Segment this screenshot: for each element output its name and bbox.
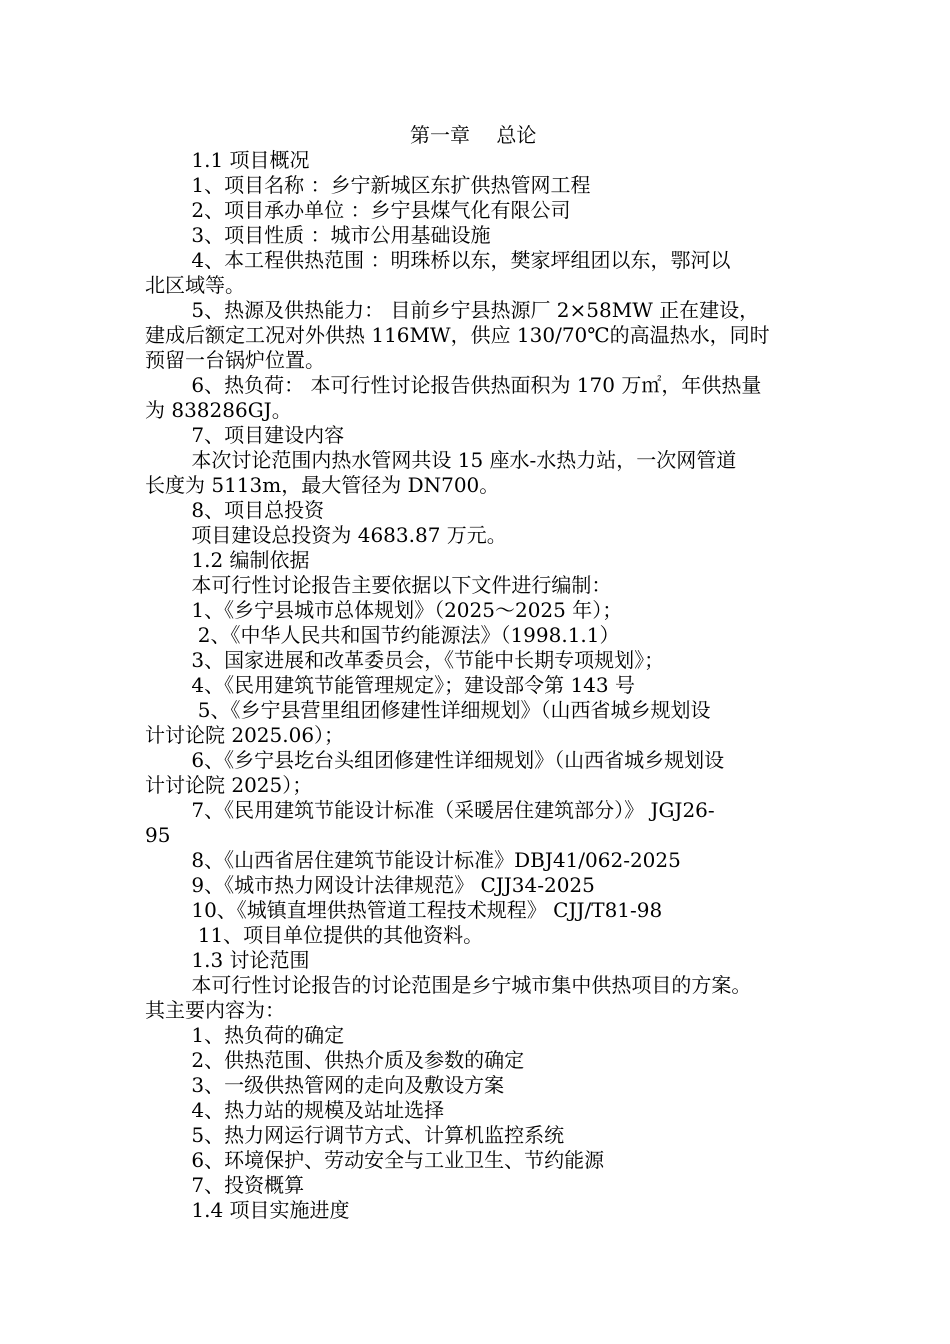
text-line: 1、《乡宁县城市总体规划》（2025～2025 年）； <box>145 598 623 622</box>
text-line: 1、项目名称 ：乡宁新城区东扩供热管网工程 <box>145 173 591 197</box>
text-line: 预留一台锅炉位置。 <box>145 348 325 372</box>
text-line: 7、项目建设内容 <box>145 423 345 447</box>
text-line: 1.4 项目实施进度 <box>145 1198 350 1222</box>
text-line: 7、投资概算 <box>145 1173 305 1197</box>
text-line: 11、项目单位提供的其他资料。 <box>145 923 484 947</box>
text-line: 2、供热范围、供热介质及参数的确定 <box>145 1048 525 1072</box>
text-line: 长度为 5113m，最大管径为 DN700。 <box>145 473 500 497</box>
text-line: 1.2 编制依据 <box>145 548 310 572</box>
text-line: 1、热负荷的确定 <box>145 1023 345 1047</box>
text-line: 5、热源及供热能力： 目前乡宁县热源厂 2×58MW 正在建设， <box>145 298 760 322</box>
text-line: 2、项目承办单位 ：乡宁县煤气化有限公司 <box>145 198 571 222</box>
text-line: 4、《民用建筑节能管理规定》；建设部令第 143 号 <box>145 673 635 697</box>
text-line: 北区域等。 <box>145 273 245 297</box>
text-line: 9、《城市热力网设计法律规范》 CJJ34-2025 <box>145 873 595 897</box>
text-line: 项目建设总投资为 4683.87 万元。 <box>145 523 507 547</box>
text-line: 7、《民用建筑节能设计标准（采暖居住建筑部分）》 JGJ26- <box>145 798 715 822</box>
text-line: 5、《乡宁县营里组团修建性详细规划》（山西省城乡规划设 <box>145 698 711 722</box>
text-line: 建成后额定工况对外供热 116MW，供应 130/70℃的高温热水，同时 <box>145 323 770 347</box>
text-line: 3、国家进展和改革委员会，《节能中长期专项规划》； <box>145 648 665 672</box>
text-line: 95 <box>145 823 171 847</box>
chapter-title: 第一章 总论 <box>410 123 537 147</box>
text-line: 为 838286GJ。 <box>145 398 292 422</box>
text-line: 计讨论院 2025）； <box>145 773 313 797</box>
text-line: 5、热力网运行调节方式、计算机监控系统 <box>145 1123 565 1147</box>
text-line: 6、《乡宁县圪台头组团修建性详细规划》（山西省城乡规划设 <box>145 748 725 772</box>
text-line: 4、本工程供热范围 ：明珠桥以东，樊家坪组团以东，鄂河以 <box>145 248 731 272</box>
text-line: 本可行性讨论报告的讨论范围是乡宁城市集中供热项目的方案。 <box>145 973 752 997</box>
text-line: 8、《山西省居住建筑节能设计标准》DBJ41/062-2025 <box>145 848 681 872</box>
text-line: 6、热负荷： 本可行性讨论报告供热面积为 170 万㎡，年供热量 <box>145 373 762 397</box>
text-line: 4、热力站的规模及站址选择 <box>145 1098 445 1122</box>
text-line: 本次讨论范围内热水管网共设 15 座水-水热力站，一次网管道 <box>145 448 737 472</box>
text-line: 3、项目性质 ：城市公用基础设施 <box>145 223 491 247</box>
text-line: 10、《城镇直埋供热管道工程技术规程》 CJJ/T81-98 <box>145 898 663 922</box>
text-line: 6、环境保护、劳动安全与工业卫生、节约能源 <box>145 1148 605 1172</box>
text-line: 计讨论院 2025.06）； <box>145 723 345 747</box>
text-line: 1.1 项目概况 <box>145 148 310 172</box>
text-line: 其主要内容为： <box>145 998 285 1022</box>
text-line: 1.3 讨论范围 <box>145 948 310 972</box>
text-line: 3、一级供热管网的走向及敷设方案 <box>145 1073 505 1097</box>
text-line: 本可行性讨论报告主要依据以下文件进行编制： <box>145 573 612 597</box>
text-line: 8、项目总投资 <box>145 498 325 522</box>
text-line: 2、《中华人民共和国节约能源法》（1998.1.1） <box>145 623 620 647</box>
